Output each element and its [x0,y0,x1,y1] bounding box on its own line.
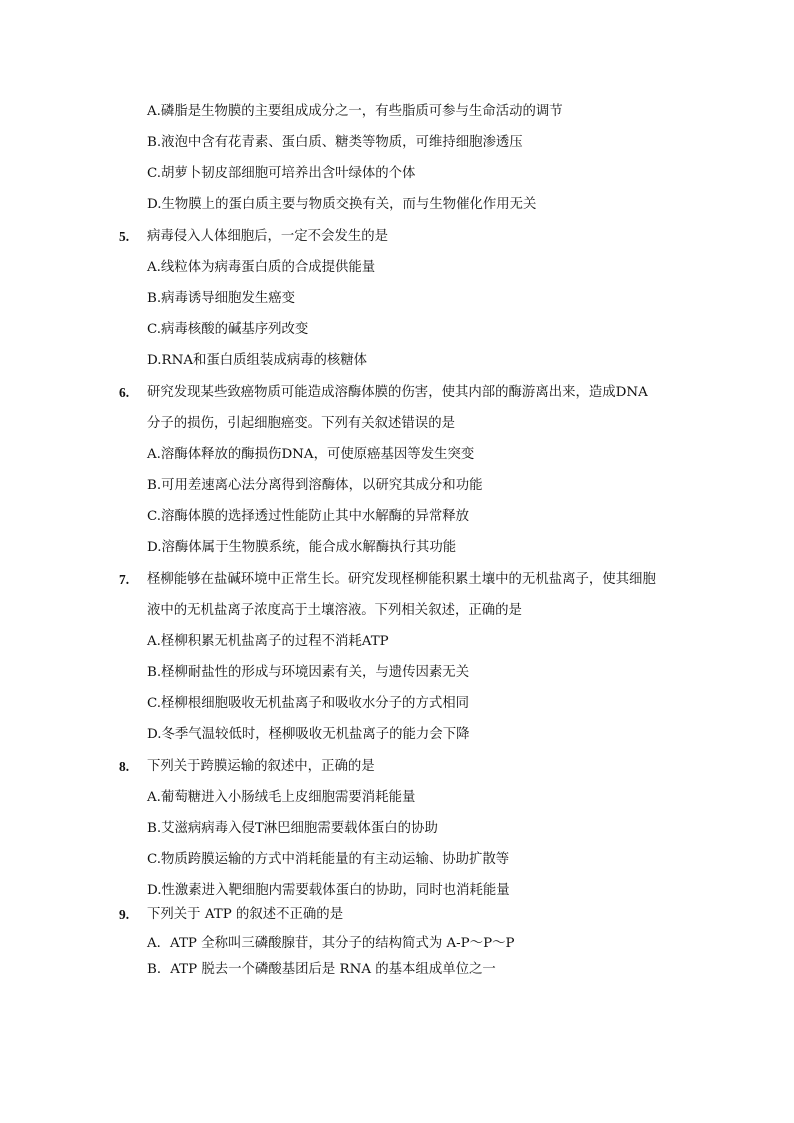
q7-option-a: A.柽柳积累无机盐离子的过程不消耗ATP [147,634,389,649]
q5-stem: 病毒侵入人体细胞后，一定不会发生的是 [147,229,389,244]
q4-option-c: C.胡萝卜韧皮部细胞可培养出含叶绿体的个体 [147,166,416,181]
q5-option-b: B.病毒诱导细胞发生癌变 [147,291,296,306]
q5-option-d: D.RNA和蛋白质组装成病毒的核糖体 [147,353,368,368]
q5-option-c: C.病毒核酸的碱基序列改变 [147,322,309,337]
q8-option-c: C.物质跨膜运输的方式中消耗能量的有主动运输、协助扩散等 [147,852,510,867]
q6-stem-line2: 分子的损伤，引起细胞癌变。下列有关叙述错误的是 [147,416,455,431]
q5-option-a: A.线粒体为病毒蛋白质的合成提供能量 [147,260,376,275]
q6-option-a: A.溶酶体释放的酶损伤DNA，可使原癌基因等发生突变 [147,447,475,462]
q9-number: 9. [119,907,130,922]
q7-option-b: B.柽柳耐盐性的形成与环境因素有关，与遗传因素无关 [147,665,470,680]
q5-number: 5. [119,229,130,244]
q7-stem-line1: 柽柳能够在盐碱环境中正常生长。研究发现柽柳能积累土壤中的无机盐离子，使其细胞 [147,572,656,587]
q9-option-b: B．ATP 脱去一个磷酸基团后是 RNA 的基本组成单位之一 [147,962,496,977]
q9-stem: 下列关于 ATP 的叙述不正确的是 [147,907,344,922]
q7-option-c: C.柽柳根细胞吸收无机盐离子和吸收水分子的方式相同 [147,696,470,711]
q4-option-a: A.磷脂是生物膜的主要组成成分之一，有些脂质可参与生命活动的调节 [147,104,563,119]
q6-stem-line1: 研究发现某些致癌物质可能造成溶酶体膜的伤害，使其内部的酶游离出来，造成DNA [147,385,648,400]
q6-option-c: C.溶酶体膜的选择透过性能防止其中水解酶的异常释放 [147,509,470,524]
q4-option-b: B.液泡中含有花青素、蛋白质、糖类等物质，可维持细胞渗透压 [147,135,523,150]
q7-stem-line2: 液中的无机盐离子浓度高于土壤溶液。下列相关叙述，正确的是 [147,603,522,618]
q8-option-d: D.性激素进入靶细胞内需要载体蛋白的协助，同时也消耗能量 [147,883,510,898]
q4-option-d: D.生物膜上的蛋白质主要与物质交换有关，而与生物催化作用无关 [147,197,537,212]
q8-option-b: B.艾滋病病毒入侵T淋巴细胞需要载体蛋白的协助 [147,821,438,836]
q8-number: 8. [119,759,130,774]
q6-option-b: B.可用差速离心法分离得到溶酶体，以研究其成分和功能 [147,478,483,493]
q9-option-a: A．ATP 全称叫三磷酸腺苷，其分子的结构简式为 A-P～P～P [147,936,515,951]
q8-option-a: A.葡萄糖进入小肠绒毛上皮细胞需要消耗能量 [147,790,416,805]
q6-number: 6. [119,385,130,400]
q7-option-d: D.冬季气温较低时，柽柳吸收无机盐离子的能力会下降 [147,727,470,742]
q6-option-d: D.溶酶体属于生物膜系统，能合成水解酶执行其功能 [147,540,457,555]
q8-stem: 下列关于跨膜运输的叙述中，正确的是 [147,759,375,774]
q7-number: 7. [119,572,130,587]
